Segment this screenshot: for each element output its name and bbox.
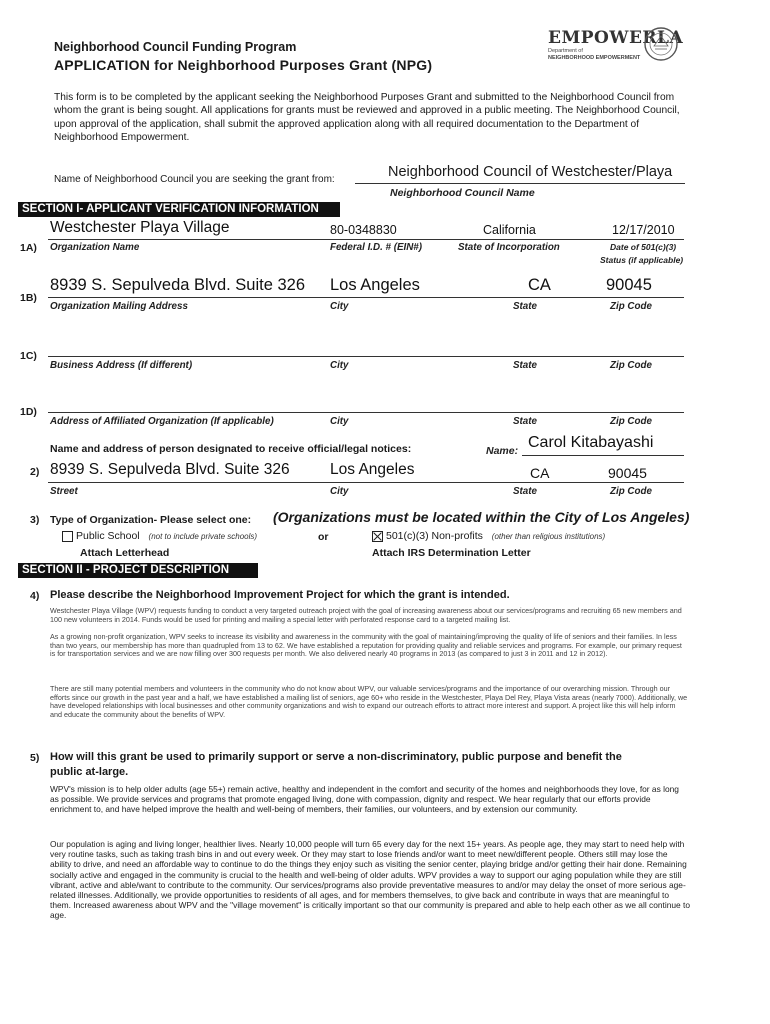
program-title: Neighborhood Council Funding Program (54, 40, 297, 54)
city-seal-icon (643, 26, 679, 62)
logo-text: EMPOWERLA (548, 28, 684, 48)
mailing-zip-value[interactable]: 90045 (606, 276, 652, 294)
business-state-label: State (513, 360, 537, 371)
affiliated-city-label: City (330, 416, 349, 427)
q5-paragraph-2: Our population is aging and living longer, healthier lives. Nearly 10,000 people will turn 65 every day for the next 15+ years. As people age, they may start to need help with very routine tasks, such as taking trash bins in and out every week. Or they may start to lose friends and/or want to meet new/different people. Others still may lose the ability to drive, and need an affordable way to continue to do the things they enjoy such as visiting the senior center, playing bridge and/or getting their hair done. Remaining socially active and engaged in the community is crucial to the health and well-being of older adults. WPV provides a way to support our aging population while they are still vibrant, active and able/want to contribute to the community. Our services/programs also provide preventative measures to and/or may delay the onset of more serious age-related illnesses. Additionally, we provide opportunities to residents of all ages, and for members themselves, to give back and contribute in ways that are meaningful to them. Increased awareness about WPV and the "village movement" is critically important so that our community is prepared and able to help each other as we all continue to age. (50, 839, 690, 921)
section-1-header: SECTION I- APPLICANT VERIFICATION INFORMATION (18, 202, 340, 217)
q4-number: 4) (30, 590, 40, 602)
council-name-label: Neighborhood Council Name (390, 187, 535, 199)
notice-zip-value[interactable]: 90045 (608, 465, 647, 481)
q4-paragraph-3: There are still many potential members and volunteers in the community who do not know about WPV, our valuable services/programs and the importance of our overarching mission. Through our efforts since our growth in the past year and a half, we have established a mailing list of seniors, age 60+ who reside in the Westchester, Playa Del Rey, Playa Vista areas (nearly 7000). Additionally, we have developed relationships with local businesses and other community organizations and wish to expand our outreach efforts to attract more interest and support. A project like this will help inform and educate the community about the benefits of WPV. (50, 684, 688, 719)
row-1b-number: 1B) (20, 292, 37, 304)
q4-paragraph-1: Westchester Playa Village (WPV) requests funding to conduct a very targeted outreach project with the goal of increasing awareness about our services/programs and recruiting 65 new members and 100 new volunteers in 2014. Funds would be used for printing and mailing a special letter with perforated response card to a targeted mailing list. (50, 606, 682, 624)
row-1a-number: 1A) (20, 242, 37, 254)
business-address-label: Business Address (If different) (50, 360, 193, 371)
logo-sub1: Department of (548, 48, 583, 54)
state-incorp-value[interactable]: California (483, 223, 536, 237)
notice-state-label: State (513, 486, 537, 497)
intro-paragraph: This form is to be completed by the applicant seeking the Neighborhood Purposes Grant and submitted to the Neighborhood Council from whom the grant is being sought. All applications for grants must be reviewed and approved in a public meeting. The Neighborhood Council, upon approval of the application, shall submit the approved application along with all required documentation to the Department of Neighborhood Empowerment. (54, 92, 680, 144)
row-2-number: 2) (30, 466, 40, 478)
option-nonprofit[interactable] (372, 530, 605, 542)
date-label-1: Date of 501(c)(3) (610, 242, 677, 252)
notice-city-label: City (330, 486, 349, 497)
mailing-state-label: State (513, 301, 537, 312)
option-public-school-label: Public School (76, 530, 140, 542)
mailing-address-label: Organization Mailing Address (50, 301, 188, 312)
application-title: APPLICATION for Neighborhood Purposes Grant (NPG) (54, 57, 433, 73)
business-city-label: City (330, 360, 349, 371)
state-incorp-label: State of Incorporation (458, 242, 560, 253)
ein-label: Federal I.D. # (EIN#) (330, 242, 423, 253)
mailing-city-label: City (330, 301, 349, 312)
notice-zip-label: Zip Code (610, 486, 652, 497)
council-question: Name of Neighborhood Council you are seeking the grant from: (54, 174, 335, 185)
contact-name-label: Name: (486, 445, 519, 457)
option-public-school[interactable] (62, 530, 257, 542)
notice-state-value[interactable]: CA (530, 465, 550, 481)
council-name-value[interactable]: Neighborhood Council of Westchester/Playa (388, 164, 673, 180)
row-1d-number: 1D) (20, 406, 37, 418)
q5-question-line1: How will this grant be used to primarily support or serve a non-discriminatory, public purpose and benefit the (50, 751, 622, 763)
notice-street-label: Street (50, 486, 78, 497)
attach-irs-letter: Attach IRS Determination Letter (372, 547, 531, 559)
row-3-number: 3) (30, 514, 40, 526)
mailing-city-value[interactable]: Los Angeles (330, 276, 420, 294)
q5-paragraph-1: WPV's mission is to help older adults (age 55+) remain active, healthy and independent in the comfort and security of the homes and neighborhoods they love, for as long as possible. We provide services and programs that promote engaged living, done with compassion, dignity and respect. We hear regularly that our efforts provide enrichment to, and have helped improve the health and well-being of members, their families, our volunteers, and by extension our community. (50, 784, 679, 815)
or-text: or (318, 531, 329, 543)
section-2-header: SECTION II - PROJECT DESCRIPTION (18, 563, 258, 578)
affiliated-zip-label: Zip Code (610, 416, 652, 427)
notice-city-value[interactable]: Los Angeles (330, 461, 415, 478)
mailing-address-value[interactable]: 8939 S. Sepulveda Blvd. Suite 326 (50, 276, 306, 294)
option-nonprofit-label: 501(c)(3) Non-profits (386, 530, 483, 542)
date-501c3-value[interactable]: 12/17/2010 (612, 223, 675, 237)
logo-sub2: NEIGHBORHOOD EMPOWERMENT (548, 55, 641, 61)
business-zip-label: Zip Code (610, 360, 652, 371)
option-nonprofit-note: (other than religious institutions) (491, 532, 606, 541)
legal-notice-question: Name and address of person designated to receive official/legal notices: (50, 443, 412, 455)
q4-question: Please describe the Neighborhood Improvement Project for which the grant is intended. (50, 589, 510, 601)
org-name-label: Organization Name (50, 242, 140, 253)
org-type-question: Type of Organization- Please select one: (50, 514, 252, 526)
empowerla-logo (548, 28, 688, 68)
affiliated-state-label: State (513, 416, 537, 427)
attach-letterhead: Attach Letterhead (80, 547, 170, 559)
option-public-school-note: (not to include private schools) (148, 532, 258, 541)
row-1c-number: 1C) (20, 350, 37, 362)
mailing-state-value[interactable]: CA (528, 276, 551, 294)
org-name-value[interactable]: Westchester Playa Village (50, 219, 230, 236)
org-type-emphasis: (Organizations must be located within the City of Los Angeles) (273, 509, 690, 525)
q5-number: 5) (30, 752, 40, 764)
mailing-zip-label: Zip Code (610, 301, 652, 312)
date-label-2: Status (if applicable) (600, 255, 684, 265)
notice-street-value[interactable]: 8939 S. Sepulveda Blvd. Suite 326 (50, 461, 290, 478)
q5-question-line2: public at-large. (50, 766, 129, 778)
affiliated-address-label: Address of Affiliated Organization (If applicable) (50, 416, 274, 427)
public-school-checkbox[interactable] (62, 531, 73, 542)
q4-paragraph-2: As a growing non-profit organization, WPV seeks to increase its visibility and awareness in the community with the goal of maintaining/improving the quality of life of seniors and their families. In less than two years, our membership has more than quadrupled from 13 to 62. We have established a reputation for providing quality and reliable services and programs. For example, our primary request is for transportation services and we are now filling over 300 requests per month. We also delivered nearly 40 programs in 2013 (as compared to just 3 in 2011 and 12 in 2012). (50, 632, 682, 659)
ein-value[interactable]: 80-0348830 (330, 223, 397, 237)
contact-name-value[interactable]: Carol Kitabayashi (528, 434, 654, 451)
nonprofit-checkbox-checked[interactable] (372, 531, 383, 542)
